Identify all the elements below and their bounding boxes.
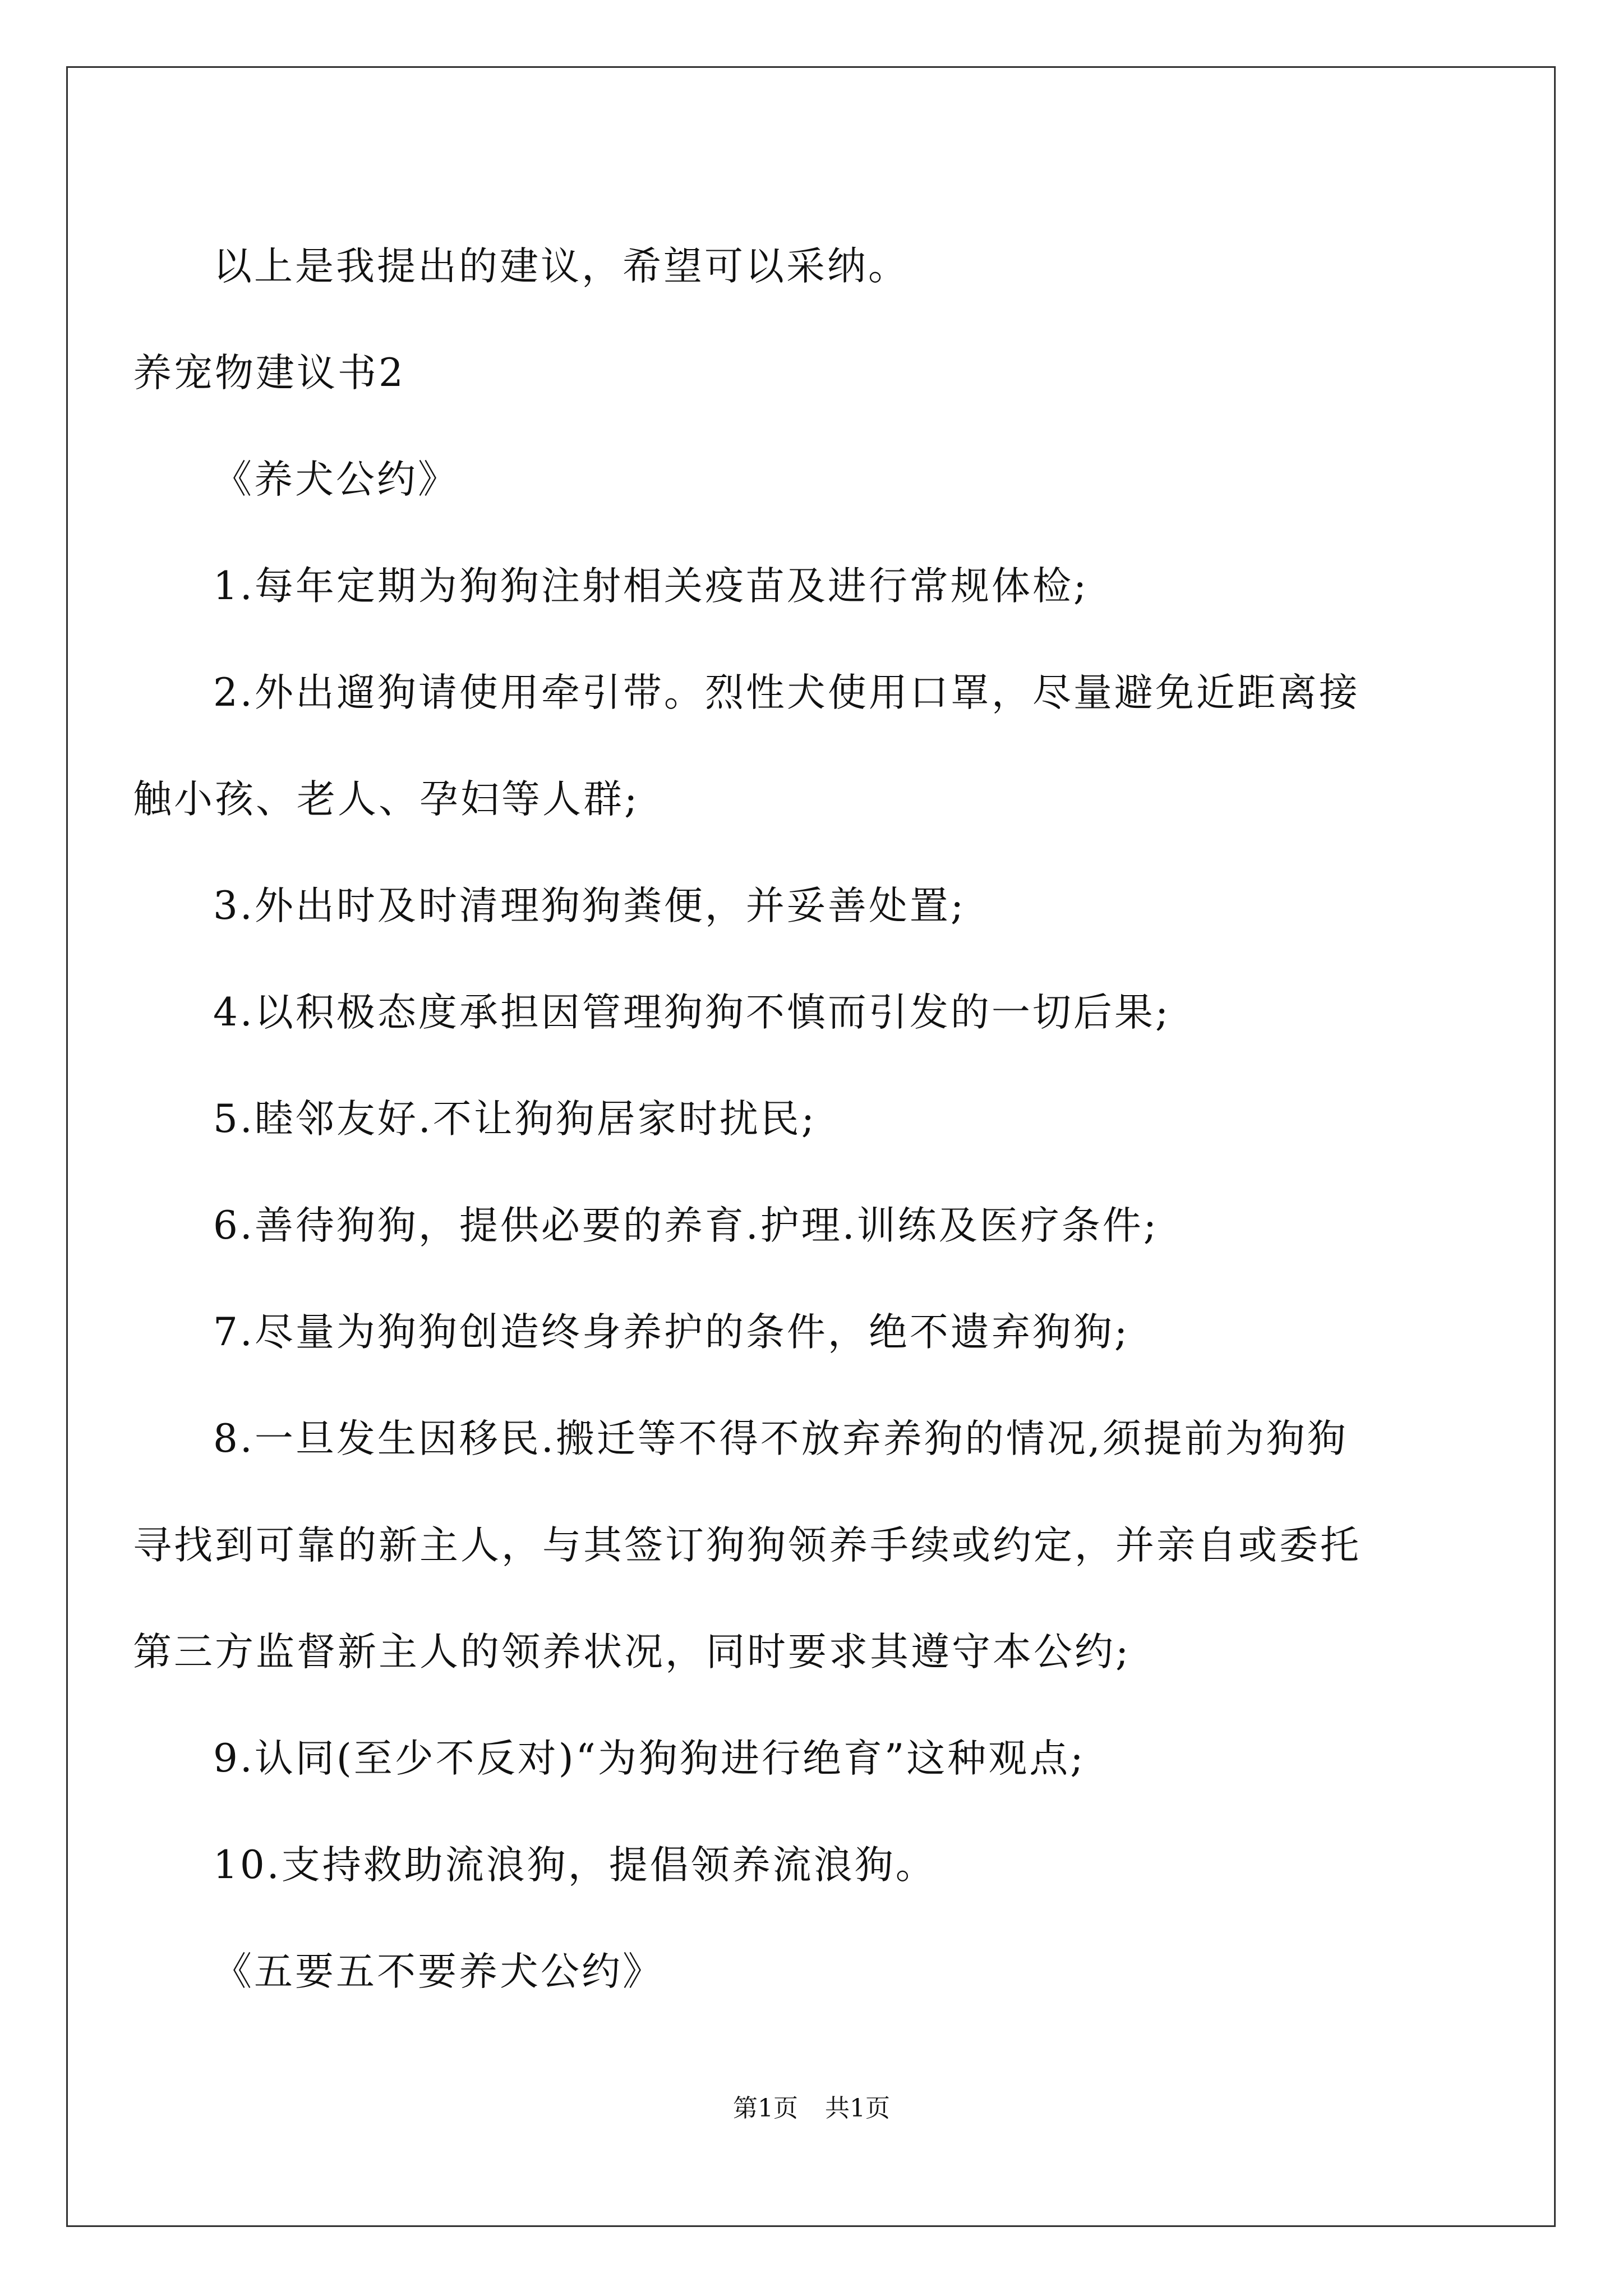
list-item-9: 9.认同(至少不反对)“为狗狗进行绝育”这种观点; (213, 1736, 1086, 1781)
document-body (133, 213, 1496, 2025)
list-item-8-continued: 寻找到可靠的新主人，与其签订狗狗领养手续或约定，并亲自或委托 (133, 1523, 1361, 1568)
list-item-4: 4.以积极态度承担因管理狗狗不慎而引发的一切后果; (213, 990, 1171, 1035)
second-convention-title: 《五要五不要养犬公约》 (213, 1949, 663, 1994)
page-footer (0, 2088, 1623, 2124)
list-item-7: 7.尽量为狗狗创造终身养护的条件，绝不遗弃狗狗; (213, 1310, 1130, 1355)
list-item-8-continued-2: 第三方监督新主人的领养状况，同时要求其遵守本公约; (133, 1630, 1131, 1674)
page-total: 共1页 (825, 2094, 890, 2123)
list-item-2-continued: 触小孩、老人、孕妇等人群; (133, 777, 640, 822)
list-item-2: 2.外出遛狗请使用牵引带。烈性犬使用口罩，尽量避免近距离接 (213, 670, 1360, 715)
list-item-6: 6.善待狗狗，提供必要的养育.护理.训练及医疗条件; (213, 1203, 1159, 1248)
convention-title: 《养犬公约》 (213, 457, 459, 502)
list-item-3: 3.外出时及时清理狗狗粪便，并妥善处置; (213, 884, 966, 928)
list-item-5: 5.睦邻友好.不让狗狗居家时扰民; (213, 1097, 817, 1142)
list-item-1: 1.每年定期为狗狗注射相关疫苗及进行常规体检; (213, 564, 1089, 609)
page-number: 第1页 (733, 2094, 798, 2123)
section-heading: 养宠物建议书2 (133, 351, 405, 395)
list-item-8: 8.一旦发生因移民.搬迁等不得不放弃养狗的情况,须提前为狗狗 (213, 1416, 1348, 1461)
paragraph-closing: 以上是我提出的建议，希望可以采纳。 (213, 244, 909, 289)
list-item-10: 10.支持救助流浪狗，提倡领养流浪狗。 (213, 1843, 937, 1888)
